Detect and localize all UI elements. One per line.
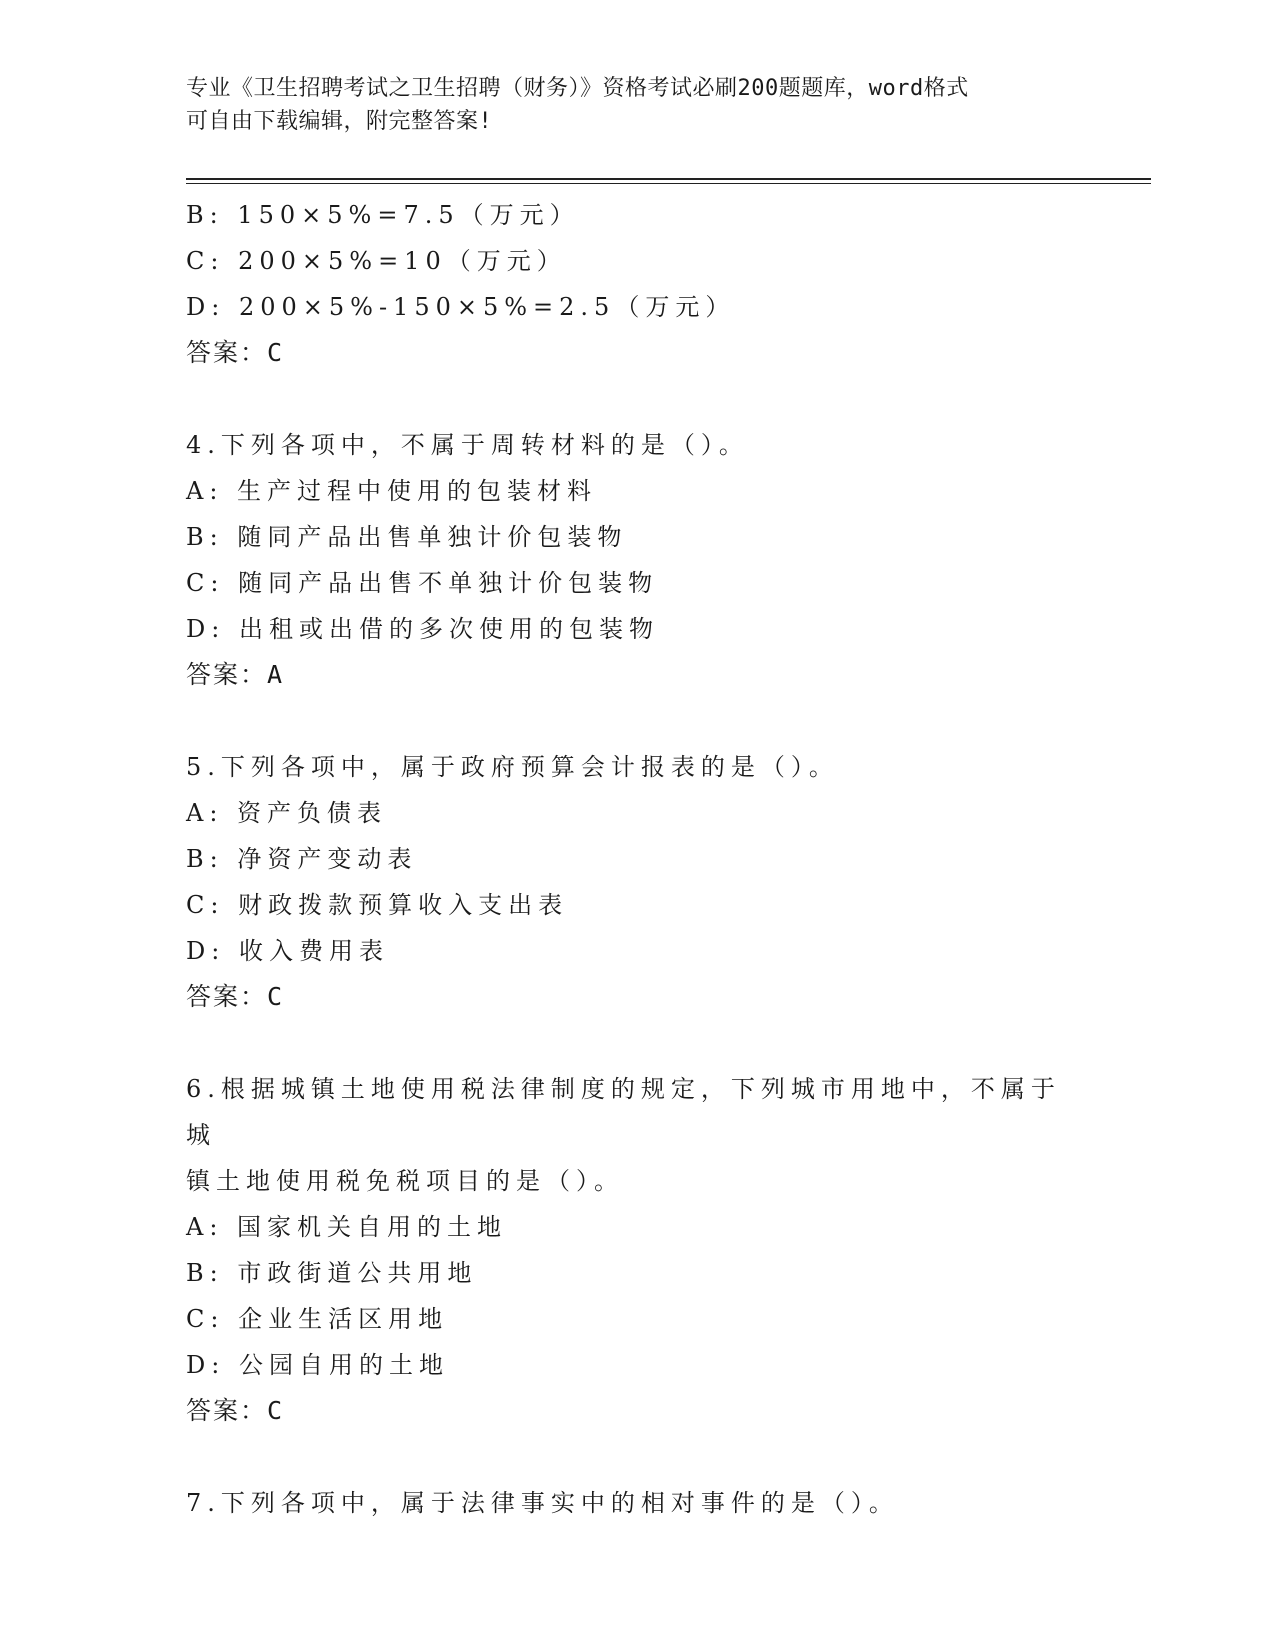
option-d: D: 公园自用的土地 <box>186 1351 449 1379</box>
document-body <box>186 192 1086 1526</box>
question-3-continued <box>186 192 1086 376</box>
option-a: A: 资产负债表 <box>186 799 388 827</box>
question-text: 4.下列各项中，不属于周转材料的是（）。 <box>186 431 749 459</box>
option-d: D: 出租或出借的多次使用的包装物 <box>186 615 659 643</box>
option-b: B: 150×5%=7.5（万元） <box>186 201 580 229</box>
option-d: D: 收入费用表 <box>186 937 389 965</box>
question-text: 5.下列各项中，属于政府预算会计报表的是（）。 <box>186 753 839 781</box>
option-b: B: 市政街道公共用地 <box>186 1259 478 1287</box>
answer: 答案：A <box>186 660 285 689</box>
option-c: C: 企业生活区用地 <box>186 1305 449 1333</box>
answer: 答案：C <box>186 338 285 367</box>
question-text: 7.下列各项中，属于法律事实中的相对事件的是（）。 <box>186 1489 899 1517</box>
option-a: A: 国家机关自用的土地 <box>186 1213 508 1241</box>
answer: 答案：C <box>186 982 285 1011</box>
option-d: D: 200×5%-150×5%=2.5（万元） <box>186 293 736 321</box>
question-5 <box>186 744 1086 1020</box>
option-c: C: 财政拨款预算收入支出表 <box>186 891 569 919</box>
header-line-1: 专业《卫生招聘考试之卫生招聘（财务）》资格考试必刷200题题库，word格式 <box>186 76 969 101</box>
question-text-line-1: 6.根据城镇土地使用税法律制度的规定，下列城市用地中，不属于城 <box>186 1075 1061 1149</box>
option-c: C: 200×5%=10（万元） <box>186 247 567 275</box>
option-c: C: 随同产品出售不单独计价包装物 <box>186 569 659 597</box>
answer: 答案：C <box>186 1396 285 1425</box>
question-text-line-2: 镇土地使用税免税项目的是（）。 <box>186 1167 624 1195</box>
option-a: A: 生产过程中使用的包装材料 <box>186 477 598 505</box>
document-header <box>186 72 1066 138</box>
header-line-2: 可自由下载编辑，附完整答案! <box>186 109 493 134</box>
question-4 <box>186 422 1086 698</box>
header-rule-thin <box>186 183 1151 184</box>
option-b: B: 随同产品出售单独计价包装物 <box>186 523 628 551</box>
question-6 <box>186 1066 1086 1434</box>
header-rule-thick <box>186 178 1151 180</box>
option-b: B: 净资产变动表 <box>186 845 418 873</box>
question-7 <box>186 1480 1086 1526</box>
